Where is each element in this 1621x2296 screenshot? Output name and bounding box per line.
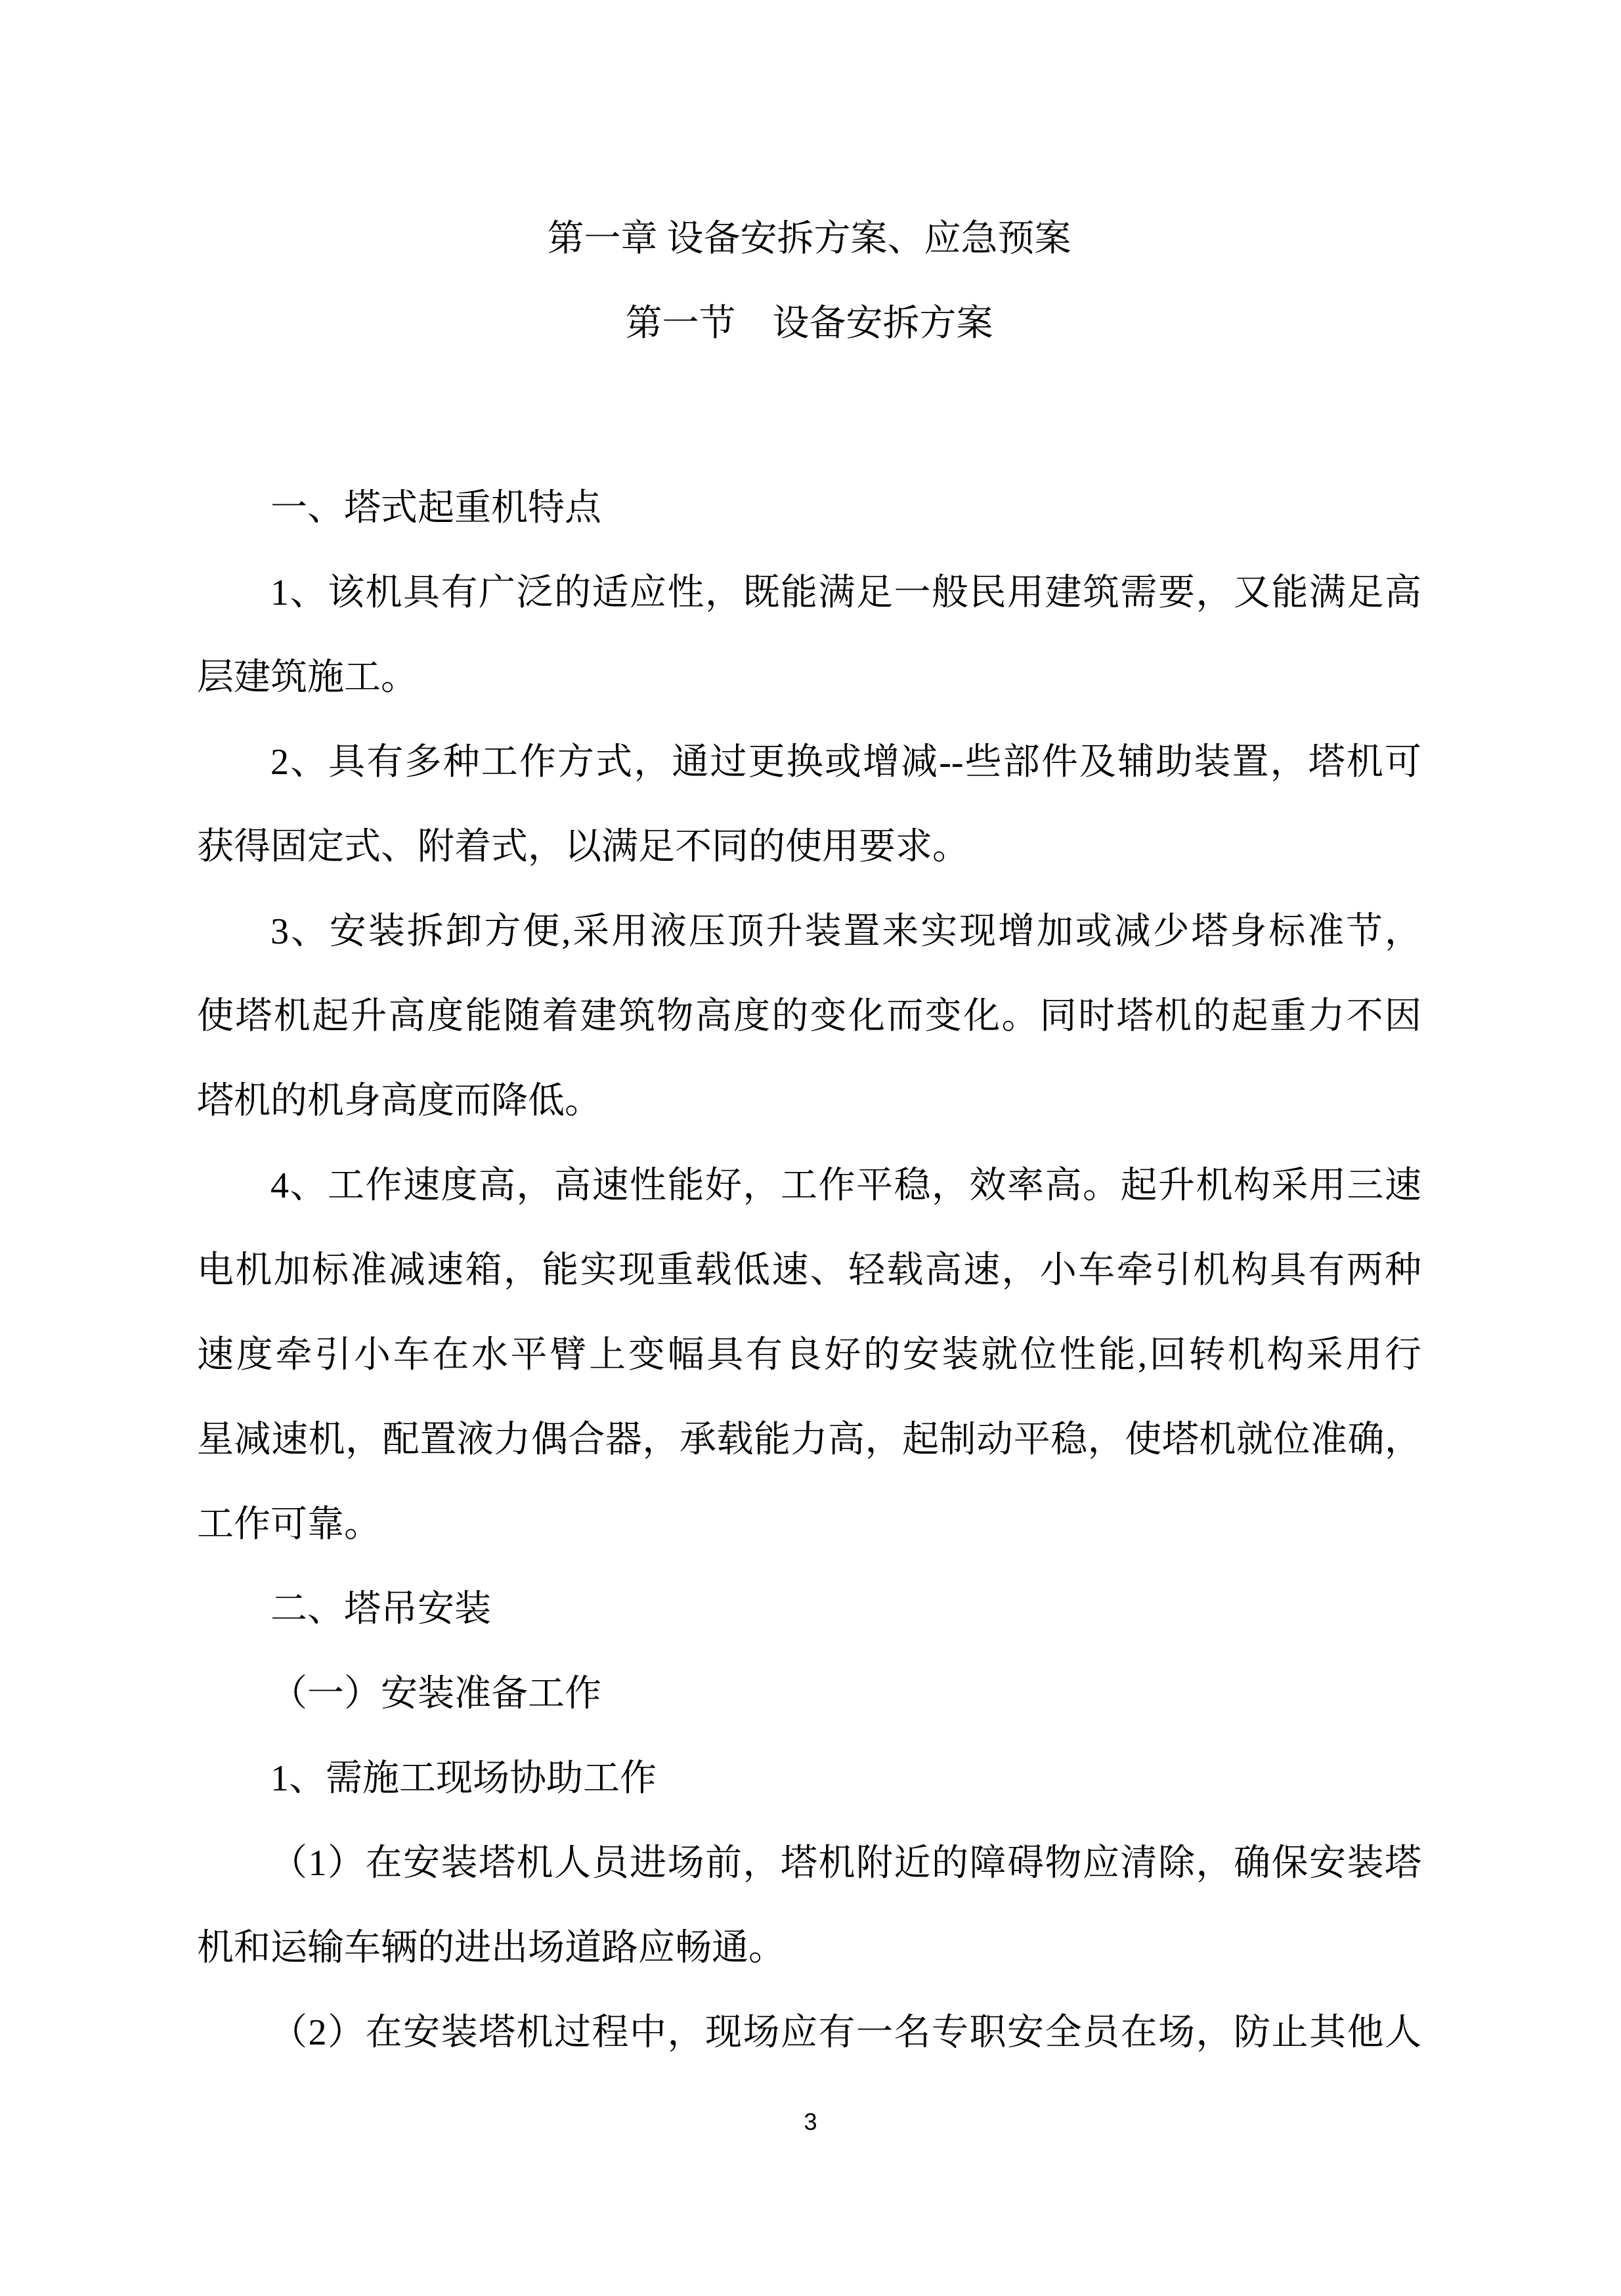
text-line: （2）在安装塔机过程中，现场应有一名专职安全员在场，防止其他人 <box>270 2012 1421 2053</box>
heading-line: 1、需施工现场协助工作 <box>270 1758 657 1799</box>
document-body <box>197 197 1421 2075</box>
text-line: 星减速机，配置液力偶合器，承载能力高，起制动平稳，使塔机就位准确， <box>197 1419 1421 1460</box>
text-line: （1）在安装塔机人员进场前，塔机附近的障碍物应清除，确保安装塔 <box>270 1843 1421 1884</box>
text-line: 塔机的机身高度而降低。 <box>197 1081 601 1121</box>
section-title: 第一节 设备安拆方案 <box>625 303 993 344</box>
text-line: 工作可靠。 <box>197 1504 381 1545</box>
heading-line: 一、塔式起重机特点 <box>270 488 601 529</box>
heading-line: （一）安装准备工作 <box>270 1674 601 1714</box>
text-line: 4、工作速度高，高速性能好，工作平稳，效率高。起升机构采用三速 <box>270 1165 1421 1206</box>
chapter-title: 第一章 设备安拆方案、应急预案 <box>547 219 1071 259</box>
text-line: 2、具有多种工作方式，通过更换或增减--些部件及辅助装置，塔机可 <box>270 742 1421 783</box>
text-line: 层建筑施工。 <box>197 657 418 698</box>
text-line: 1、该机具有广泛的适应性，既能满足一般民用建筑需要，又能满足高 <box>270 573 1421 613</box>
text-line: 电机加标准减速箱，能实现重载低速、轻载高速，小车牵引机构具有两种 <box>197 1250 1421 1291</box>
title-body-gap <box>197 366 1421 466</box>
text-line: 机和运输车辆的进出场道路应畅通。 <box>197 1928 785 1968</box>
page-number: 3 <box>804 2108 817 2135</box>
text-line: 获得固定式、附着式，以满足不同的使用要求。 <box>197 827 969 867</box>
text-line: 速度牵引小车在水平臂上变幅具有良好的安装就位性能,回转机构采用行 <box>197 1335 1421 1375</box>
heading-line: 二、塔吊安装 <box>270 1589 491 1630</box>
text-line: 使塔机起升高度能随着建筑物高度的变化而变化。同时塔机的起重力不因 <box>197 996 1421 1037</box>
text-line: 3、安装拆卸方便,采用液压顶升装置来实现增加或减少塔身标准节， <box>270 911 1421 952</box>
